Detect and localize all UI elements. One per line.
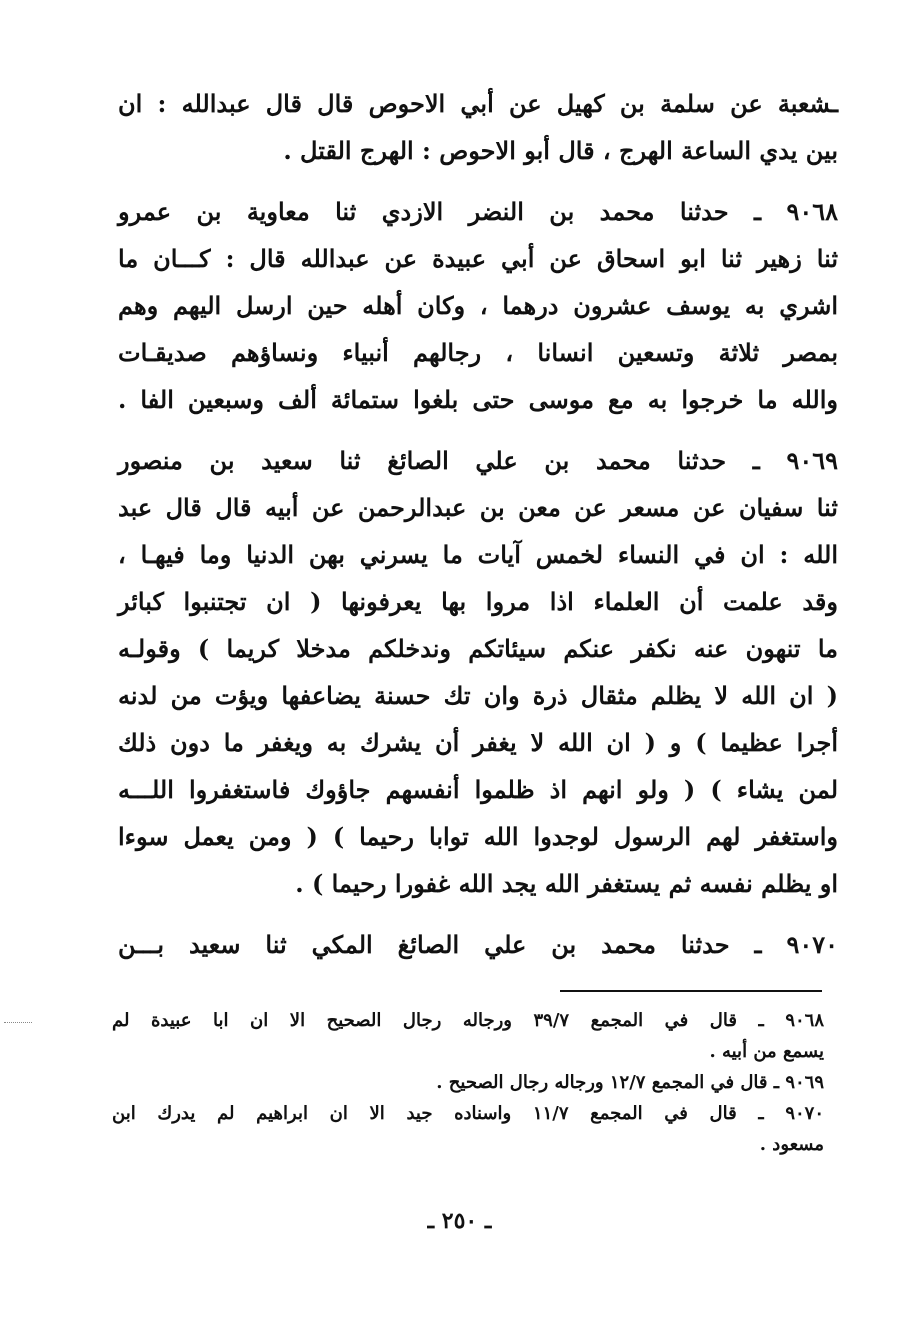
text-line: ثنا سفيان عن مسعر عن معن بن عبدالرحمن عن أبيه قال قال عبد (118, 493, 838, 522)
footnote-divider (560, 990, 822, 992)
text-line: ٩٠٦٨ ـ حدثنا محمد بن النضر الازدي ثنا معاوية بن عمرو (118, 197, 838, 226)
text-line: ( ان الله لا يظلم مثقال ذرة وان تك حسنة يضاعفها ويؤت من لدنه (118, 681, 838, 710)
text-line: وقد علمت أن العلماء اذا مروا بها يعرفونها ( ان تجتنبوا كبائر (118, 587, 838, 616)
text-line: ثنا زهير ثنا ابو اسحاق عن أبي عبيدة عن عبدالله قال : كـــان ما (118, 244, 838, 273)
footnote-line: ٩٠٧٠ ـ قال في المجمع ١١/٧ واسناده جيد الا ان ابراهيم لم يدرك ابن (112, 1103, 824, 1124)
footnote-line: مسعود . (759, 1134, 824, 1155)
text-line: ـشعبة عن سلمة بن كهيل عن أبي الاحوص قال قال عبدالله : ان (118, 89, 838, 118)
text-line: واستغفر لهم الرسول لوجدوا الله توابا رحيما ) ( ومن يعمل سوءا (118, 822, 838, 851)
main-text (118, 80, 838, 982)
text-line: بمصر ثلاثة وتسعين انسانا ، رجالهم أنبياء ونساؤهم صديقـات (118, 338, 838, 367)
paragraph-9069 (118, 437, 838, 907)
footnote-line: يسمع من أبيه . (709, 1041, 824, 1062)
page-number: ـ ٢٥٠ ـ (427, 1208, 492, 1234)
text-line: أجرا عظيما ) و ( ان الله لا يغفر أن يشرك به ويغفر ما دون ذلك (118, 728, 838, 757)
footnotes (112, 1005, 824, 1160)
footnote-line: ٩٠٦٨ ـ قال في المجمع ٣٩/٧ ورجاله رجال الصحيح الا ان ابا عبيدة لم (112, 1010, 824, 1031)
text-line: الله : ان في النساء لخمس آيات ما يسرني بهن الدنيا وما فيهـا ، (118, 540, 839, 569)
text-line: او يظلم نفسه ثم يستغفر الله يجد الله غفورا رحيما ) . (295, 869, 838, 898)
text-line: ما تنهون عنه نكفر عنكم سيئاتكم وندخلكم مدخلا كريما ) وقولـه (118, 634, 839, 663)
paragraph-1 (118, 80, 838, 174)
footnote-line: ٩٠٦٩ ـ قال في المجمع ١٢/٧ ورجاله رجال الصحيح . (436, 1072, 824, 1093)
text-line: والله ما خرجوا به مع موسى حتى بلغوا ستمائة ألف وسبعين الفا . (118, 385, 838, 414)
text-line: ٩٠٦٩ ـ حدثنا محمد بن علي الصائغ ثنا سعيد بن منصور (118, 446, 838, 475)
paragraph-9068 (118, 188, 838, 423)
text-line: اشري به يوسف عشرون درهما ، وكان أهله حين ارسل اليهم وهم (118, 291, 838, 320)
text-line: لمن يشاء ) ( ولو انهم اذ ظلموا أنفسهم جاؤوك فاستغفروا اللـــه (118, 775, 838, 804)
margin-mark (4, 1022, 32, 1023)
text-line: ٩٠٧٠ ـ حدثنا محمد بن علي الصائغ المكي ثنا سعيد بـــن (118, 930, 838, 959)
paragraph-9070 (118, 921, 838, 968)
text-line: بين يدي الساعة الهرج ، قال أبو الاحوص : الهرج القتل . (283, 136, 838, 165)
